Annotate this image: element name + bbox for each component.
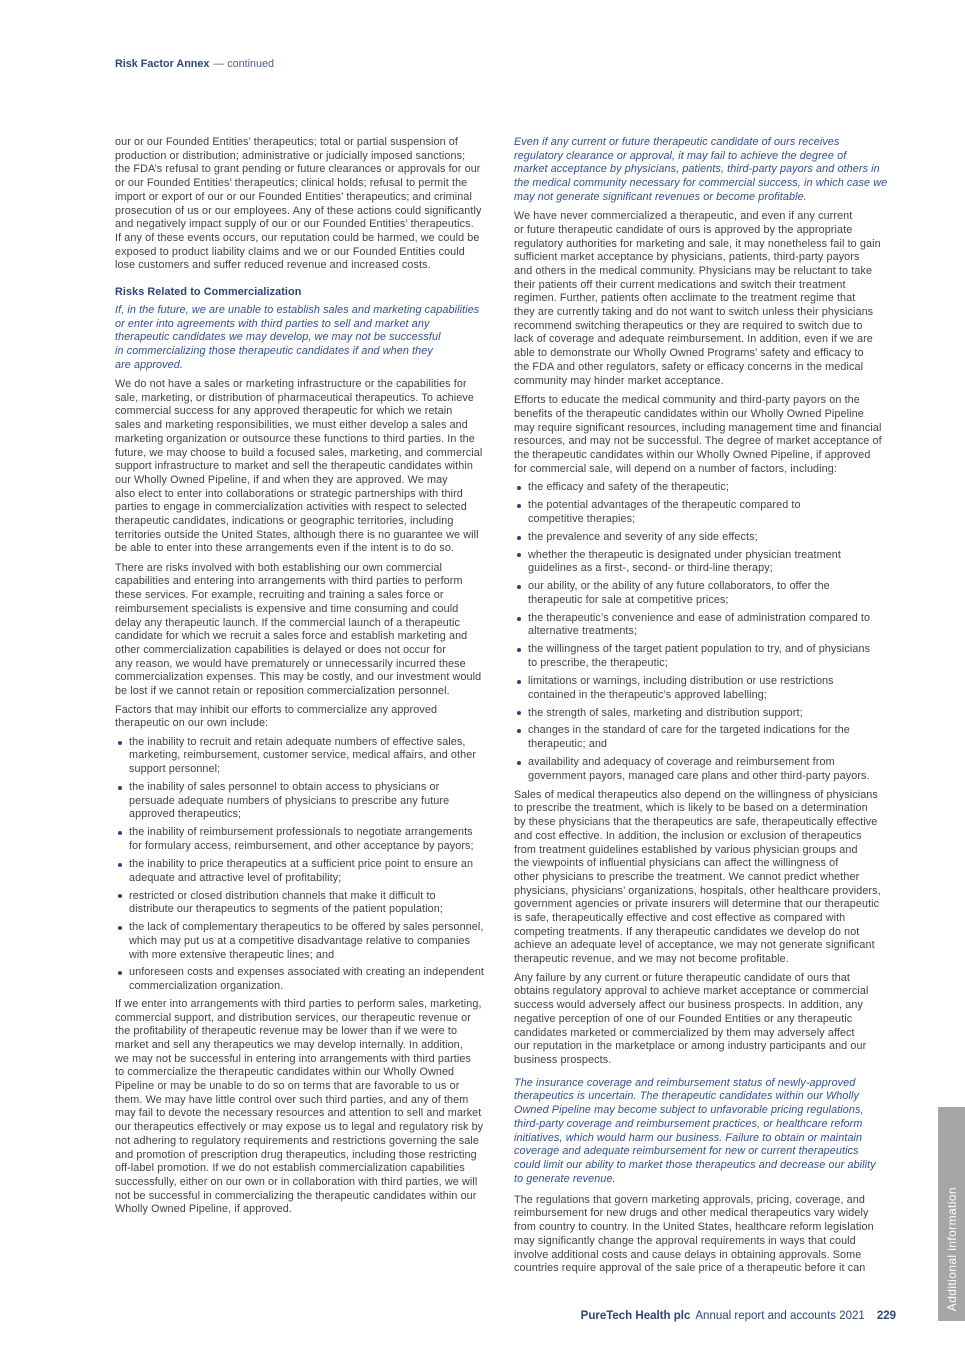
list-item: the inability of reimbursement professionals to negotiate arrangements for formulary access, reimbursement, and other acceptance by payors;	[115, 826, 499, 853]
page-footer	[581, 1308, 896, 1324]
list-item: the inability to recruit and retain adequate numbers of effective sales, marketing, reimbursement, customer service, medical affairs, and other support personnel;	[115, 736, 499, 777]
header-section-title: Risk Factor Annex	[115, 58, 210, 70]
section-heading: Risks Related to Commercialization	[115, 286, 302, 299]
list-item: our ability, or the ability of any future collaborators, to offer the therapeutic for sale at competitive prices;	[514, 580, 898, 607]
list-item: the therapeutic’s convenience and ease of administration compared to alternative treatments;	[514, 612, 898, 639]
sales-paragraph-2: There are risks involved with both establishing our own commercial capabilities and entering into arrangements with third parties to perform these services. For example, recruiting and training a sales force or reimbursement specialists is expensive and time consuming and could delay any therapeutic launch. If the commercial launch of a therapeutic candidate for which we recruit a sales force and establish marketing and other commercialization capabilities is delayed or does not occur for any reason, we would have prematurely or unnecessarily incurred these commercialization expenses. This may be costly, and our investment would be lost if we cannot retain or reposition commercialization personnel.	[115, 561, 482, 698]
sales-paragraph-1: We do not have a sales or marketing infrastructure or the capabilities for sale, marketing, or distribution of pharmaceutical therapeutics. To achieve commercial success for any approved therapeutic for which we retain sales and marketing responsibilities, we must either develop a sales and marketing organization or outsource these functions to third parties. In the future, we may choose to build a focused sales, marketing, and commercial support infrastructure to market and sell the therapeutic candidates within our Wholly Owned Pipeline, if and when they are approved. We may also elect to enter into collaborations or strategic partnerships with third parties to engage in commercialization activities with respect to selected therapeutic candidates, indications or geographic territories, including territories outside the United States, although there is no guarantee we will be able to enter into these arrangements even if the intent is to do so.	[115, 378, 483, 555]
header-continued-label: — continued	[213, 58, 275, 70]
left-column	[115, 136, 499, 1217]
intro-paragraph: our or our Founded Entities’ therapeutics; total or partial suspension of production or distribution; administrative or judicially imposed sanctions; the FDA’s refusal to grant pending or future clearances or approvals for our or our Founded Entities’ therapeutics; clinical holds; refusal to permit the import or export of our or our Founded Entities’ therapeutics; and criminal prosecution of us or our employees. Any of these actions could significantly and negatively impact supply of our or our Founded Entities’ therapeutics. If any of these events occurs, our reputation could be harmed, we could be exposed to product liability claims and we or our Founded Entities could lose customers and suffer reduced revenue and increased costs.	[115, 136, 482, 272]
list-item: the lack of complementary therapeutics to be offered by sales personnel, which may put us at a competitive disadvantage relative to companies with more extensive therapeutic lines; and	[115, 921, 499, 962]
list-item: the prevalence and severity of any side effects;	[514, 531, 898, 545]
footer-report-title: Annual report and accounts 2021	[695, 1310, 865, 1322]
list-item: restricted or closed distribution channels that make it difficult to distribute our therapeutics to segments of the patient population;	[115, 890, 499, 917]
reimbursement-paragraph-1: The regulations that govern marketing approvals, pricing, coverage, and reimbursement for new drugs and other medical therapeutics vary widely from country to country. In the United States, healthcare reform legislation may significantly change the approval requirements in ways that could involve additional costs and cause delays in obtaining approvals. Some countries require approval of the sale price of a therapeutic before it can	[514, 1193, 874, 1275]
side-tab-label: Additional information	[944, 1186, 959, 1311]
right-column	[514, 136, 898, 1276]
acceptance-paragraph-3: Sales of medical therapeutics also depend on the willingness of physicians to prescribe the treatment, which is likely to be based on a determination by these physicians that the therapeutics are safe, therapeutically effective and cost effective. In addition, the inclusion or exclusion of therapeutics from treatment guidelines established by various physician groups and the viewpoints of influential physicians can affect the willingness of other physicians to prescribe the treatment. We cannot predict whether physicians, physicians’ organizations, hospitals, other healthcare providers, government agencies or private insurers will determine that our therapeutic is safe, therapeutically effective and cost effective as compared with competing treatments. If any therapeutic candidates we develop do not achieve an adequate level of acceptance, we may not generate significant therapeutic revenue, and we may not become profitable.	[514, 788, 881, 966]
list-item: whether the therapeutic is designated under physician treatment guidelines as a first-, second- or third-line therapy;	[514, 549, 898, 576]
page-number: 229	[876, 1310, 896, 1322]
list-item: unforeseen costs and expenses associated with creating an independent commercialization organization.	[115, 966, 499, 993]
list-item: limitations or warnings, including distribution or use restrictions contained in the therapeutic’s approved labelling;	[514, 675, 898, 702]
footer-company-name: PureTech Health plc	[580, 1310, 691, 1322]
running-header	[115, 57, 274, 71]
list-item: the inability of sales personnel to obtain access to physicians or persuade adequate numbers of physicians to prescribe any future approved therapeutics;	[115, 781, 499, 822]
third-parties-paragraph: If we enter into arrangements with third parties to perform sales, marketing, commercial support, and distribution services, our therapeutic revenue or the profitability of therapeutic revenue may be lower than if we were to market and sell any therapeutics we may develop internally. In addition, we may not be successful in entering into arrangements with third parties to commercialize the therapeutic candidates within our Wholly Owned Pipeline or may be unable to do so on terms that are favorable to us or them. We may have little control over such third parties, and any of them may fail to devote the necessary resources and attention to sell and market our therapeutics effectively or may expose us to legal and regulatory risk by not adhering to regulatory requirements and restrictions governing the sale and promotion of prescription drug therapeutics, including those restricting off-label promotion. If we do not establish commercialization capabilities successfully, either on our own or in collaboration with third parties, we will not be successful in commercializing the therapeutic candidates within our Wholly Owned Pipeline, if approved.	[115, 997, 484, 1216]
list-item: the willingness of the target patient population to try, and of physicians to prescribe, the therapeutic;	[514, 643, 898, 670]
acceptance-paragraph-4: Any failure by any current or future therapeutic candidate of ours that obtains regulatory approval to achieve market acceptance or commercial success would adversely affect our business prospects. In addition, any negative perception of one of our Founded Entities or any therapeutic candidates marketed or commercialized by them may adversely affect our reputation in the marketplace or among industry participants and our business prospects.	[514, 971, 869, 1066]
commercialization-factors-list	[115, 736, 499, 994]
list-item: the efficacy and safety of the therapeutic;	[514, 481, 898, 495]
acceptance-paragraph-1: We have never commercialized a therapeutic, and even if any current or future therapeutic candidate of ours is approved by the appropriate regulatory authorities for marketing and sale, it may nonetheless fail to gain sufficient market acceptance by physicians, patients, third-party payors and others in the medical community. Physicians may be reluctant to take their patients off their current medications and switch their treatment regimen. Further, patients often acclimate to the treatment regime that they are currently taking and do not want to switch unless their physicians recommend switching therapeutics or they are required to switch due to lack of coverage and adequate reimbursement. In addition, even if we are able to demonstrate our Wholly Owned Programs’ safety and efficacy to the FDA and other regulators, safety or efficacy concerns in the medical community may hinder market acceptance.	[514, 210, 881, 387]
list-item: availability and adequacy of coverage and reimbursement from government payors, managed care plans and other third-party payors.	[514, 756, 898, 783]
factors-intro-paragraph: Factors that may inhibit our efforts to commercialize any approved therapeutic on our own include:	[115, 703, 438, 730]
list-item: the inability to price therapeutics at a sufficient price point to ensure an adequate and attractive level of profitability;	[115, 858, 499, 885]
list-item: the potential advantages of the therapeutic compared to competitive therapies;	[514, 499, 898, 526]
acceptance-paragraph-2: Efforts to educate the medical community and third-party payors on the benefits of the therapeutic candidates within our Wholly Owned Pipeline may require significant resources, including management time and financial resources, and may not be successful. The degree of market acceptance of the therapeutic candidates within our Wholly Owned Pipeline, if approved for commercial sale, will depend on a number of factors, including:	[514, 394, 882, 475]
risk-heading-market-acceptance: Even if any current or future therapeutic candidate of ours receives regulatory clearance or approval, it may fail to achieve the degree of market acceptance by physicians, patients, third-party payors and others in the medical community necessary for commercial success, in which case we may not generate significant revenues or become profitable.	[514, 136, 888, 203]
side-tab	[938, 1107, 965, 1321]
risk-heading-sales-marketing: If, in the future, we are unable to establish sales and marketing capabilities or enter into agreements with third parties to sell and market any therapeutic candidates we may develop, we may not be successful in commercializing those therapeutic candidates if and when they are approved.	[115, 304, 480, 371]
market-acceptance-factors-list	[514, 481, 898, 783]
list-item: changes in the standard of care for the targeted indications for the therapeutic; and	[514, 724, 898, 751]
risk-heading-reimbursement: The insurance coverage and reimbursement status of newly-approved therapeutics is uncertain. The therapeutic candidates within our Wholly Owned Pipeline may become subject to unfavorable pricing regulations, third-party coverage and reimbursement practices, or healthcare reform initiatives, which would harm our business. Failure to obtain or maintain coverage and adequate reimbursement for new or current therapeutics could limit our ability to market those therapeutics and decrease our ability to generate revenue.	[514, 1076, 876, 1185]
list-item: the strength of sales, marketing and distribution support;	[514, 707, 898, 721]
